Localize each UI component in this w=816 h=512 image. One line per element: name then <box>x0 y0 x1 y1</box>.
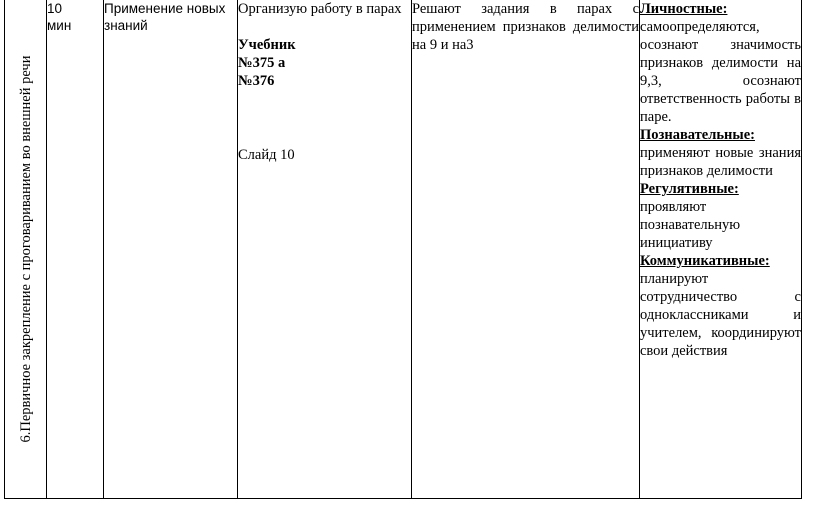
uud-text: проявляют познавательную инициативу <box>640 199 741 251</box>
uud-heading: Личностные: <box>640 1 728 17</box>
uud-communicative <box>640 252 801 360</box>
teacher-activity-cell <box>238 0 412 499</box>
uud-cell <box>640 0 802 499</box>
textbook-label: Учебник <box>238 37 296 53</box>
uud-heading: Коммуникативные: <box>640 253 770 269</box>
time-unit: мин <box>47 18 72 33</box>
uud-regulatory <box>640 180 801 252</box>
time-cell <box>47 0 104 499</box>
task-number-2: №376 <box>238 73 275 89</box>
lesson-plan-table <box>4 0 802 499</box>
stage-goal-cell <box>104 0 238 499</box>
uud-text: планируют сотрудничество с одноклассниками и учителем, координируют свои действия <box>640 271 801 359</box>
time-value: 10 <box>47 1 63 16</box>
task-number-1: №375 а <box>238 55 286 71</box>
stage-name: 6.Первичное закрепление с проговариванием во внешней речи <box>17 55 34 443</box>
stage-cell <box>5 0 47 499</box>
uud-heading: Познавательные: <box>640 127 755 143</box>
slide-reference: Слайд 10 <box>238 147 295 163</box>
uud-heading: Регулятивные: <box>640 181 739 197</box>
stage-goal: Применение новых знаний <box>104 1 226 33</box>
student-activity: Решают задания в парах с применением признаков делимости на 9 и на3 <box>412 1 639 53</box>
uud-text: применяют новые знания признаков делимости <box>640 145 801 179</box>
uud-personal <box>640 0 801 126</box>
uud-text: самоопределяются, осознают значимость признаков делимости на 9,3, осознают ответственность работы в паре. <box>640 19 801 125</box>
student-activity-cell <box>412 0 640 499</box>
uud-cognitive <box>640 126 801 180</box>
teacher-text: Организую работу в парах <box>238 1 402 17</box>
table-row <box>5 0 802 499</box>
